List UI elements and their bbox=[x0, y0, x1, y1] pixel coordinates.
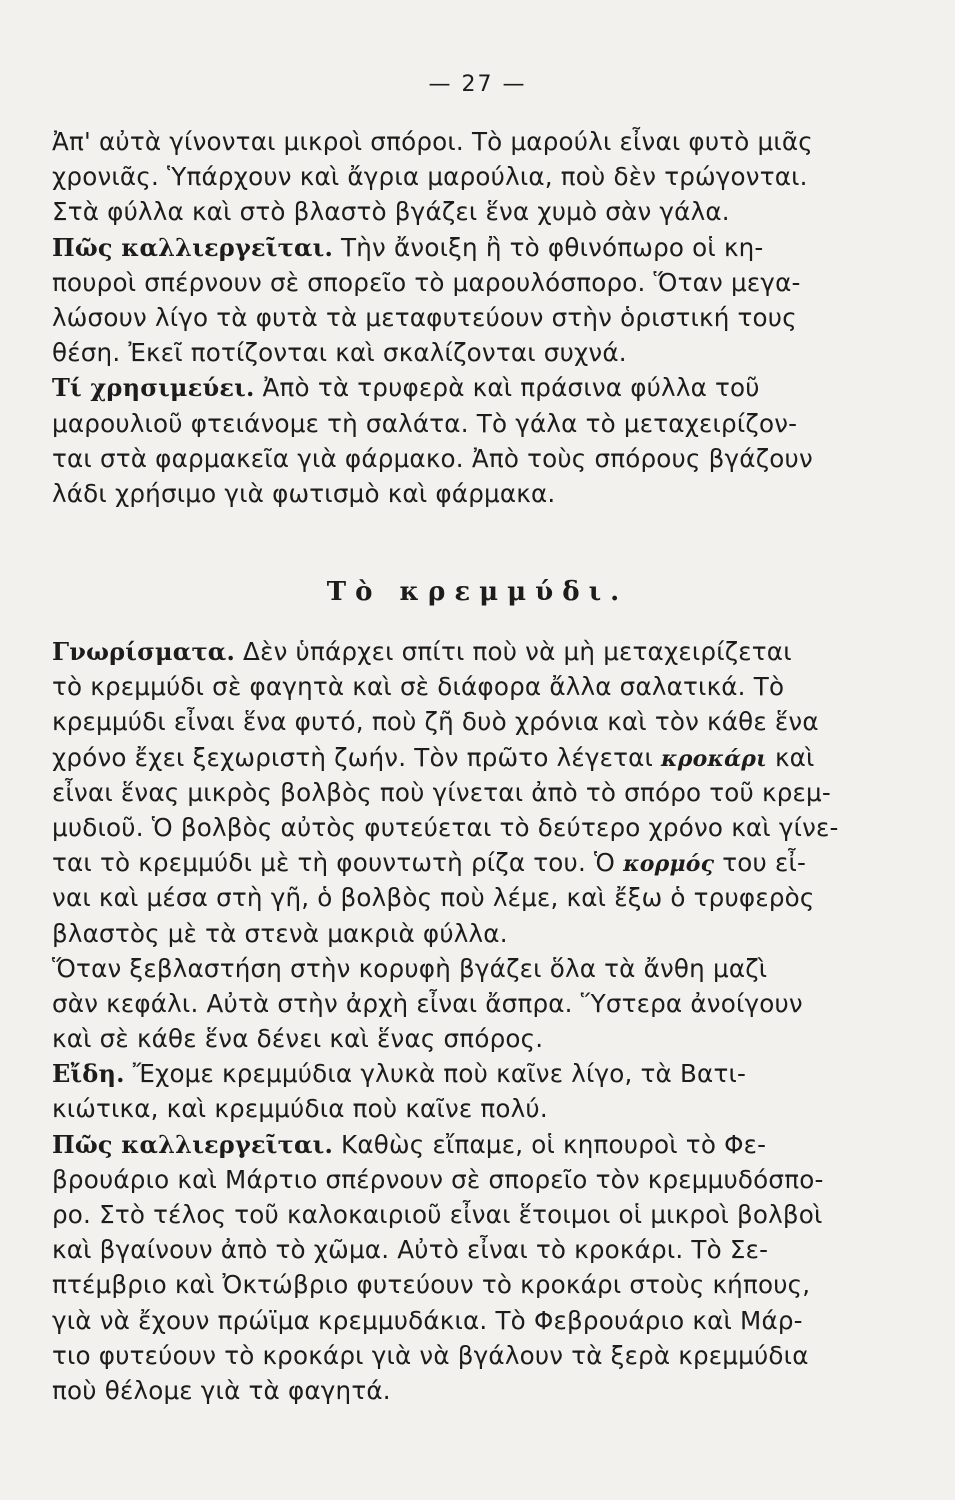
text-run: κιώτικα, καὶ κρεμμύδια ποὺ καῖνε πολύ. bbox=[52, 1094, 548, 1124]
text-run: καὶ σὲ κάθε ἕνα δένει καὶ ἕνας σπόρος. bbox=[52, 1024, 544, 1054]
text-run: θέση. Ἐκεῖ ποτίζονται καὶ σκαλίζονται συχνά. bbox=[52, 338, 627, 368]
text-run: Ἀπὸ τὰ τρυφερὰ καὶ πράσινα φύλλα τοῦ bbox=[254, 373, 760, 403]
page-number: — 27 — bbox=[428, 72, 527, 97]
text-line bbox=[52, 810, 902, 845]
text-line bbox=[52, 1127, 902, 1162]
text-line bbox=[52, 1303, 902, 1338]
text-run: ποὺ θέλομε γιὰ τὰ φαγητά. bbox=[52, 1375, 391, 1405]
text-run: χρονιᾶς. Ὑπάρχουν καὶ ἄγρια μαρούλια, ποὺ δὲν τρώγονται. bbox=[52, 162, 808, 192]
text-line bbox=[52, 740, 902, 775]
text-run: ται στὰ φαρμακεῖα γιὰ φάρμακο. Ἀπὸ τοὺς σπόρους βγάζουν bbox=[52, 443, 813, 473]
text-line bbox=[52, 1338, 902, 1373]
text-line bbox=[52, 775, 902, 810]
text-line bbox=[52, 300, 902, 335]
text-run: Ἔχομε κρεμμύδια γλυκὰ ποὺ καῖνε λίγο, τὰ Βατι- bbox=[124, 1059, 747, 1089]
text-line bbox=[52, 1021, 902, 1056]
text-run: σὰν κεφάλι. Αὐτὰ στὴν ἀρχὴ εἶναι ἄσπρα. Ὕστερα ἀνοίγουν bbox=[52, 988, 803, 1018]
text-line bbox=[52, 194, 902, 229]
text-line bbox=[52, 476, 902, 511]
text-run: τιο φυτεύουν τὸ κροκάρι γιὰ νὰ βγάλουν τὰ ξερὰ κρεμμύδια bbox=[52, 1340, 809, 1370]
text-run: Δὲν ὑπάρχει σπίτι ποὺ νὰ μὴ μεταχειρίζεται bbox=[235, 637, 792, 666]
text-run: εἶναι ἕνας μικρὸς βολβὸς ποὺ γίνεται ἀπὸ τὸ σπόρο τοῦ κρεμ- bbox=[52, 777, 831, 807]
text-run: τὸ κρεμμύδι σὲ φαγητὰ καὶ σὲ διάφορα ἄλλα σαλατικά. Τὸ bbox=[52, 672, 785, 702]
lettuce-section-text bbox=[52, 124, 902, 511]
text-line bbox=[52, 1056, 902, 1091]
text-run: ναι καὶ μέσα στὴ γῆ, ὁ βολβὸς ποὺ λέμε, καὶ ἔξω ὁ τρυφερὸς bbox=[52, 883, 815, 913]
text-run: του εἶ- bbox=[714, 848, 807, 878]
text-line bbox=[52, 986, 902, 1021]
text-line bbox=[52, 335, 902, 370]
paragraph-heading: Γνωρίσματα. bbox=[52, 637, 236, 666]
text-run: μαρουλιοῦ φτειάνομε τὴ σαλάτα. Τὸ γάλα τὸ μεταχειρίζον- bbox=[52, 408, 798, 438]
text-run: Καθὼς εἴπαμε, οἱ κηπουροὶ τὸ Φε- bbox=[333, 1129, 767, 1159]
text-run: καὶ βγαίνουν ἀπὸ τὸ χῶμα. Αὐτὸ εἶναι τὸ κροκάρι. Τὸ Σε- bbox=[52, 1235, 769, 1265]
emphasized-term: κορμός bbox=[623, 851, 715, 878]
text-run: βρουάριο καὶ Μάρτιο σπέρνουν σὲ σπορεῖο τὸν κρεμμυδόσπο- bbox=[52, 1164, 824, 1194]
text-run: λώσουν λίγο τὰ φυτὰ τὰ μεταφυτεύουν στὴν ὁριστική τους bbox=[52, 302, 797, 332]
text-line bbox=[52, 669, 902, 704]
text-run: γιὰ νὰ ἔχουν πρώϊμα κρεμμυδάκια. Τὸ Φεβρουάριο καὶ Μάρ- bbox=[52, 1305, 803, 1335]
text-run: κρεμμύδι εἶναι ἕνα φυτό, ποὺ ζῆ δυὸ χρόνια καὶ τὸν κάθε ἕνα bbox=[52, 707, 819, 737]
onion-section-text bbox=[52, 634, 902, 1408]
text-line bbox=[52, 951, 902, 986]
text-line bbox=[52, 704, 902, 739]
onion-section-title: Τὸ κρεμμύδι. bbox=[326, 577, 629, 607]
text-run: ται τὸ κρεμμύδι μὲ τὴ φουντωτὴ ρίζα του. Ὁ bbox=[52, 848, 624, 878]
text-line bbox=[52, 1197, 902, 1232]
text-line bbox=[52, 441, 902, 476]
text-line bbox=[52, 265, 902, 300]
text-line bbox=[52, 230, 902, 265]
text-line bbox=[52, 370, 902, 405]
text-run: ρο. Στὸ τέλος τοῦ καλοκαιριοῦ εἶναι ἕτοιμοι οἱ μικροὶ βολβοὶ bbox=[52, 1200, 823, 1229]
text-line bbox=[52, 845, 902, 880]
text-run: χρόνο ἔχει ξεχωριστὴ ζωήν. Τὸν πρῶτο λέγεται bbox=[52, 742, 662, 772]
text-run: Τὴν ἄνοιξη ἢ τὸ φθινόπωρο οἱ κη- bbox=[333, 232, 764, 262]
text-line bbox=[52, 1232, 902, 1267]
emphasized-term: κροκάρι bbox=[661, 745, 767, 772]
text-line bbox=[52, 1267, 902, 1302]
text-line bbox=[52, 406, 902, 441]
text-line bbox=[52, 916, 902, 951]
text-line bbox=[52, 124, 902, 159]
text-run: λάδι χρήσιμο γιὰ φωτισμὸ καὶ φάρμακα. bbox=[52, 478, 556, 508]
paragraph-heading: Πῶς καλλιεργεῖται. bbox=[52, 232, 333, 262]
text-run: Στὰ φύλλα καὶ στὸ βλαστὸ βγάζει ἕνα χυμὸ σὰν γάλα. bbox=[52, 197, 730, 227]
text-line bbox=[52, 1162, 902, 1197]
text-line bbox=[52, 880, 902, 915]
text-run: Ὅταν ξεβλαστήση στὴν κορυφὴ βγάζει ὅλα τὰ ἄνθη μαζὶ bbox=[52, 953, 768, 983]
text-run: βλαστὸς μὲ τὰ στενὰ μακριὰ φύλλα. bbox=[52, 918, 508, 948]
text-line bbox=[52, 634, 902, 669]
text-run: μυδιοῦ. Ὁ βολβὸς αὐτὸς φυτεύεται τὸ δεύτερο χρόνο καὶ γίνε- bbox=[52, 812, 839, 842]
text-run: πτέμβριο καὶ Ὀκτώβριο φυτεύουν τὸ κροκάρι στοὺς κήπους, bbox=[52, 1270, 811, 1300]
text-line bbox=[52, 159, 902, 194]
paragraph-heading: Πῶς καλλιεργεῖται. bbox=[52, 1129, 333, 1159]
text-line bbox=[52, 1373, 902, 1408]
text-run: Ἀπ' αὐτὰ γίνονται μικροὶ σπόροι. Τὸ μαρούλι εἶναι φυτὸ μιᾶς bbox=[52, 127, 813, 156]
paragraph-heading: Τί χρησιμεύει. bbox=[52, 373, 255, 403]
text-run: πουροὶ σπέρνουν σὲ σπορεῖο τὸ μαρουλόσπορο. Ὅταν μεγα- bbox=[52, 267, 801, 297]
text-run: καὶ bbox=[766, 742, 815, 772]
text-line bbox=[52, 1091, 902, 1126]
paragraph-heading: Εἴδη. bbox=[52, 1059, 125, 1089]
